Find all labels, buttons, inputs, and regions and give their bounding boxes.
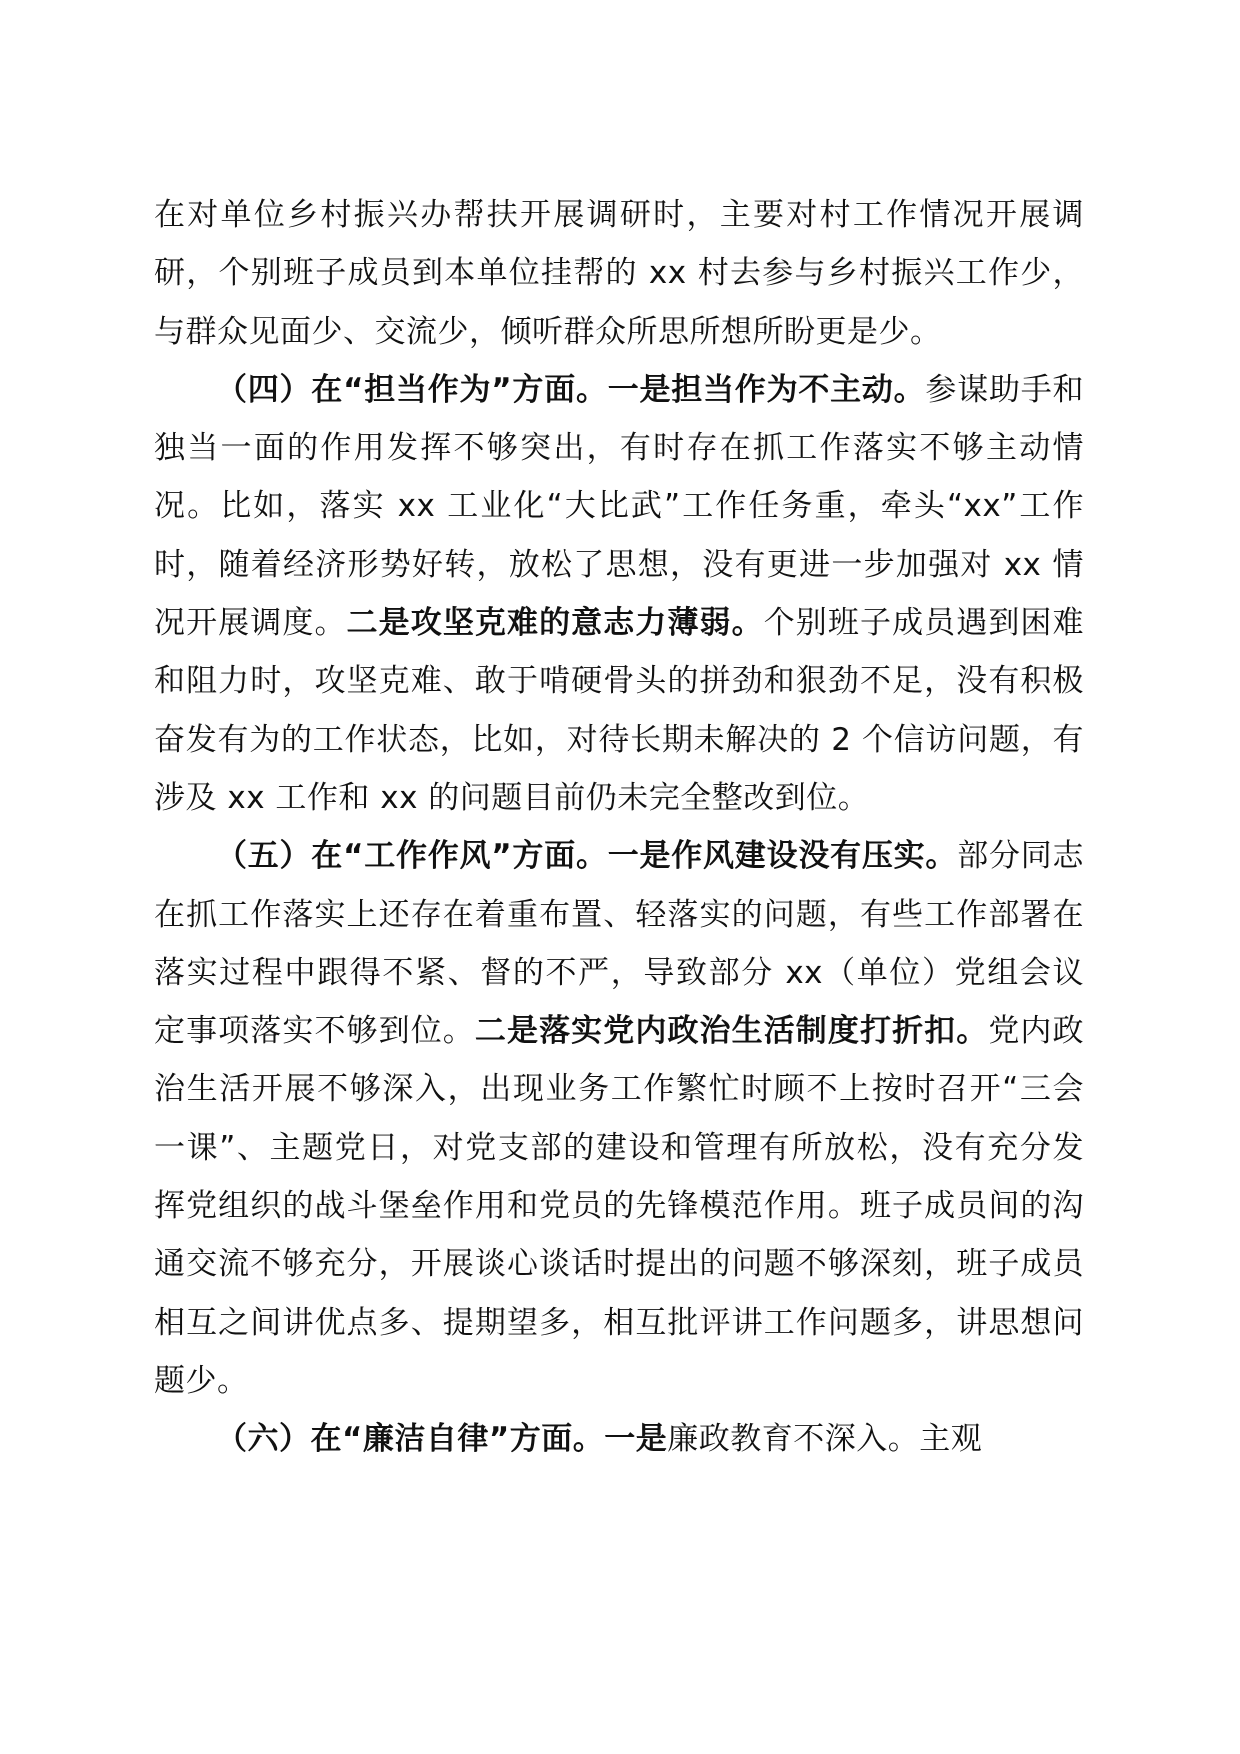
section-six-heading: （六）在“廉洁自律”方面。一是 — [216, 1421, 668, 1458]
paragraph-text: 在对单位乡村振兴办帮扶开展调研时，主要对村工作情况开展调研，个别班子成员到本单位挂帮的 xx 村去参与乡村振兴工作少，与群众见面少、交流少，倾听群众所思所想所盼更是少。 — [154, 197, 1084, 350]
paragraph-text: 廉政教育不深入。主观 — [667, 1421, 983, 1458]
bold-point-heading: 二是攻坚克难的意志力薄弱。 — [346, 605, 764, 642]
section-five-heading: （五）在“工作作风”方面。一是作风建设没有压实。 — [216, 838, 958, 875]
section-four-heading: （四）在“担当作为”方面。一是担当作为不主动。 — [216, 371, 926, 408]
paragraph-rural-revitalization — [154, 186, 1084, 361]
paragraph-section-six — [154, 1410, 1084, 1468]
paragraph-text: 部分同志在抓工作落实上还存在着重布置、轻落实的问题，有些工作部署在落实过程中跟得不紧、督的不严，导致部分 xx（单位）党组会议定事项落实不够到位。 — [154, 838, 1085, 1050]
paragraph-section-four — [154, 361, 1084, 827]
paragraph-text: 党内政治生活开展不够深入，出现业务工作繁忙时顾不上按时召开“三会一课”、主题党日，对党支部的建设和管理有所放松，没有充分发挥党组织的战斗堡垒作用和党员的先锋模范作用。班子成员间的沟通交流不够充分，开展谈心谈话时提出的问题不够深刻，班子成员相互之间讲优点多、提期望多，相互批评讲工作问题多，讲思想问题少。 — [154, 1013, 1085, 1399]
document-page — [154, 186, 1084, 1469]
paragraph-section-five — [154, 827, 1084, 1410]
paragraph-text: 参谋助手和独当一面的作用发挥不够突出，有时存在抓工作落实不够主动情况。比如，落实 xx 工业化“大比武”工作任务重，牵头“xx”工作时，随着经济形势好转，放松了思想，没有更进一步加强对 xx 情况开展调度。 — [154, 371, 1084, 642]
paragraph-text: 个别班子成员遇到困难和阻力时，攻坚克难、敢于啃硬骨头的拼劲和狠劲不足，没有积极奋发有为的工作状态，比如，对待长期未解决的 2 个信访问题，有涉及 xx 工作和 xx 的问题目前仍未完全整改到位。 — [154, 605, 1085, 816]
bold-point-heading: 二是落实党内政治生活制度打折扣。 — [474, 1013, 989, 1050]
